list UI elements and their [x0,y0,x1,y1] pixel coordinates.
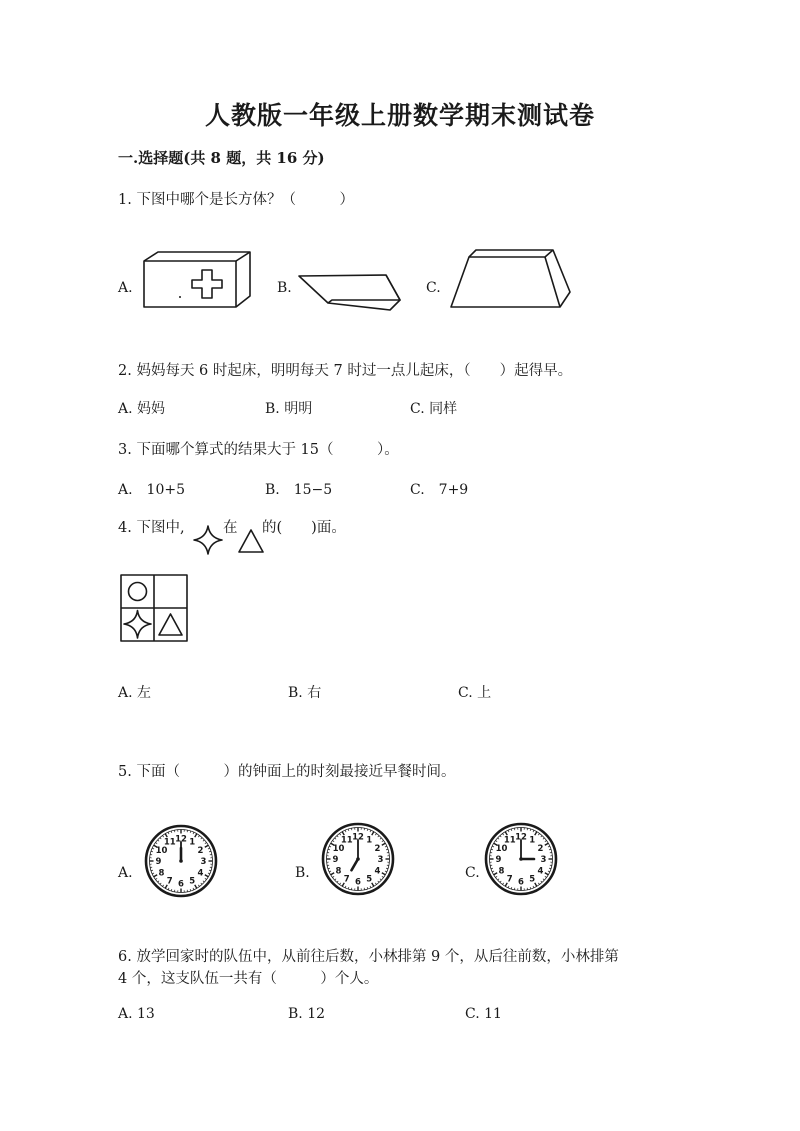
clock-number: 4 [197,868,204,879]
question-6-text-line2: 4 个，这支队伍一共有（ ）个人。 [118,971,379,987]
clock-number: 12 [175,834,187,845]
clock-number: 8 [158,868,165,879]
clock-number: 3 [540,855,547,866]
q2-option-c: C. 同样 [410,401,458,417]
clock-number: 3 [377,855,384,866]
clock-number: 5 [189,876,196,887]
q3-option-a: A. 10+5 [118,482,186,498]
clock-b-icon [321,822,395,896]
q2-option-a: A. 妈妈 [118,401,166,417]
q6-option-b: B. 12 [288,1006,326,1022]
clock-number: 5 [529,874,536,885]
clock-number: 7 [343,874,350,885]
triangle-icon [237,528,265,554]
clock-number: 8 [498,866,505,877]
clock-number: 2 [537,843,544,854]
clock-number: 12 [352,832,364,843]
clock-number: 10 [332,843,345,854]
clock-number: 6 [518,877,524,888]
clock-number: 7 [506,874,513,885]
clock-number: 2 [374,843,381,854]
question-6-text-line1: 6. 放学回家时的队伍中，从前往后数，小林排第 9 个，从后往前数，小林排第 [118,949,619,965]
clock-number: 9 [155,857,162,868]
q3-option-b: B. 15−5 [265,482,333,498]
question-4-text-start: 4. 下图中, [118,520,185,536]
clock-number: 11 [503,835,516,846]
clock-number: 12 [515,832,527,843]
clock-c-icon [484,822,558,896]
q4-option-a: A. 左 [118,685,152,701]
clock-number: 6 [178,879,184,890]
clock-number: 7 [166,876,173,887]
clock-number: 11 [340,835,353,846]
clock-number: 5 [366,874,373,885]
four-point-star-icon [193,525,223,555]
q1-option-a-label: A. [118,280,133,296]
clock-number: 10 [495,843,508,854]
q4-option-b: B. 右 [288,685,322,701]
clock-number: 10 [155,845,168,856]
question-4-text-end: 的( )面。 [262,520,346,536]
section-heading: 一.选择题(共 8 题，共 16 分) [118,149,325,167]
question-4-text-mid: 在 [223,520,238,536]
page-title: 人教版一年级上册数学期末测试卷 [204,101,595,130]
first-aid-box-image [140,248,255,313]
q5-option-c-label: C. [465,865,480,881]
grid-triangle-icon [159,614,182,635]
q6-option-a: A. 13 [118,1006,155,1022]
clock-number: 4 [537,866,544,877]
clock-number: 1 [366,835,373,846]
clock-a-icon [144,824,218,898]
trapezoid-prism-image [446,249,574,311]
clock-number: 9 [332,855,339,866]
clock-number: 3 [200,857,207,868]
q5-option-b-label: B. [295,865,310,881]
q1-option-b-label: B. [277,280,292,296]
grid-star-icon [124,611,151,639]
clock-number: 1 [529,835,536,846]
clock-number: 9 [495,855,502,866]
q1-option-c-label: C. [426,280,441,296]
q5-option-a-label: A. [118,865,133,881]
position-grid [120,574,190,644]
grid-circle-icon [129,583,147,601]
clock-number: 1 [189,837,196,848]
question-1-text: 1. 下图中哪个是长方体？（ ） [118,192,354,208]
q6-option-c: C. 11 [465,1006,502,1022]
q3-option-c: C. 7+9 [410,482,469,498]
q2-option-b: B. 明明 [265,401,313,417]
clock-number: 8 [335,866,342,877]
clock-number: 2 [197,845,204,856]
q4-option-c: C. 上 [458,685,492,701]
thin-slanted-prism-image [296,272,406,314]
question-3-text: 3. 下面哪个算式的结果大于 15（ ）。 [118,442,399,458]
clock-number: 11 [163,837,176,848]
clock-number: 4 [374,866,381,877]
question-5-text: 5. 下面（ ）的钟面上的时刻最接近早餐时间。 [118,764,456,780]
clock-hour-hand [352,859,359,870]
clock-number: 6 [355,877,361,888]
question-2-text: 2. 妈妈每天 6 时起床，明明每天 7 时过一点儿起床，（ ）起得早。 [118,363,573,379]
